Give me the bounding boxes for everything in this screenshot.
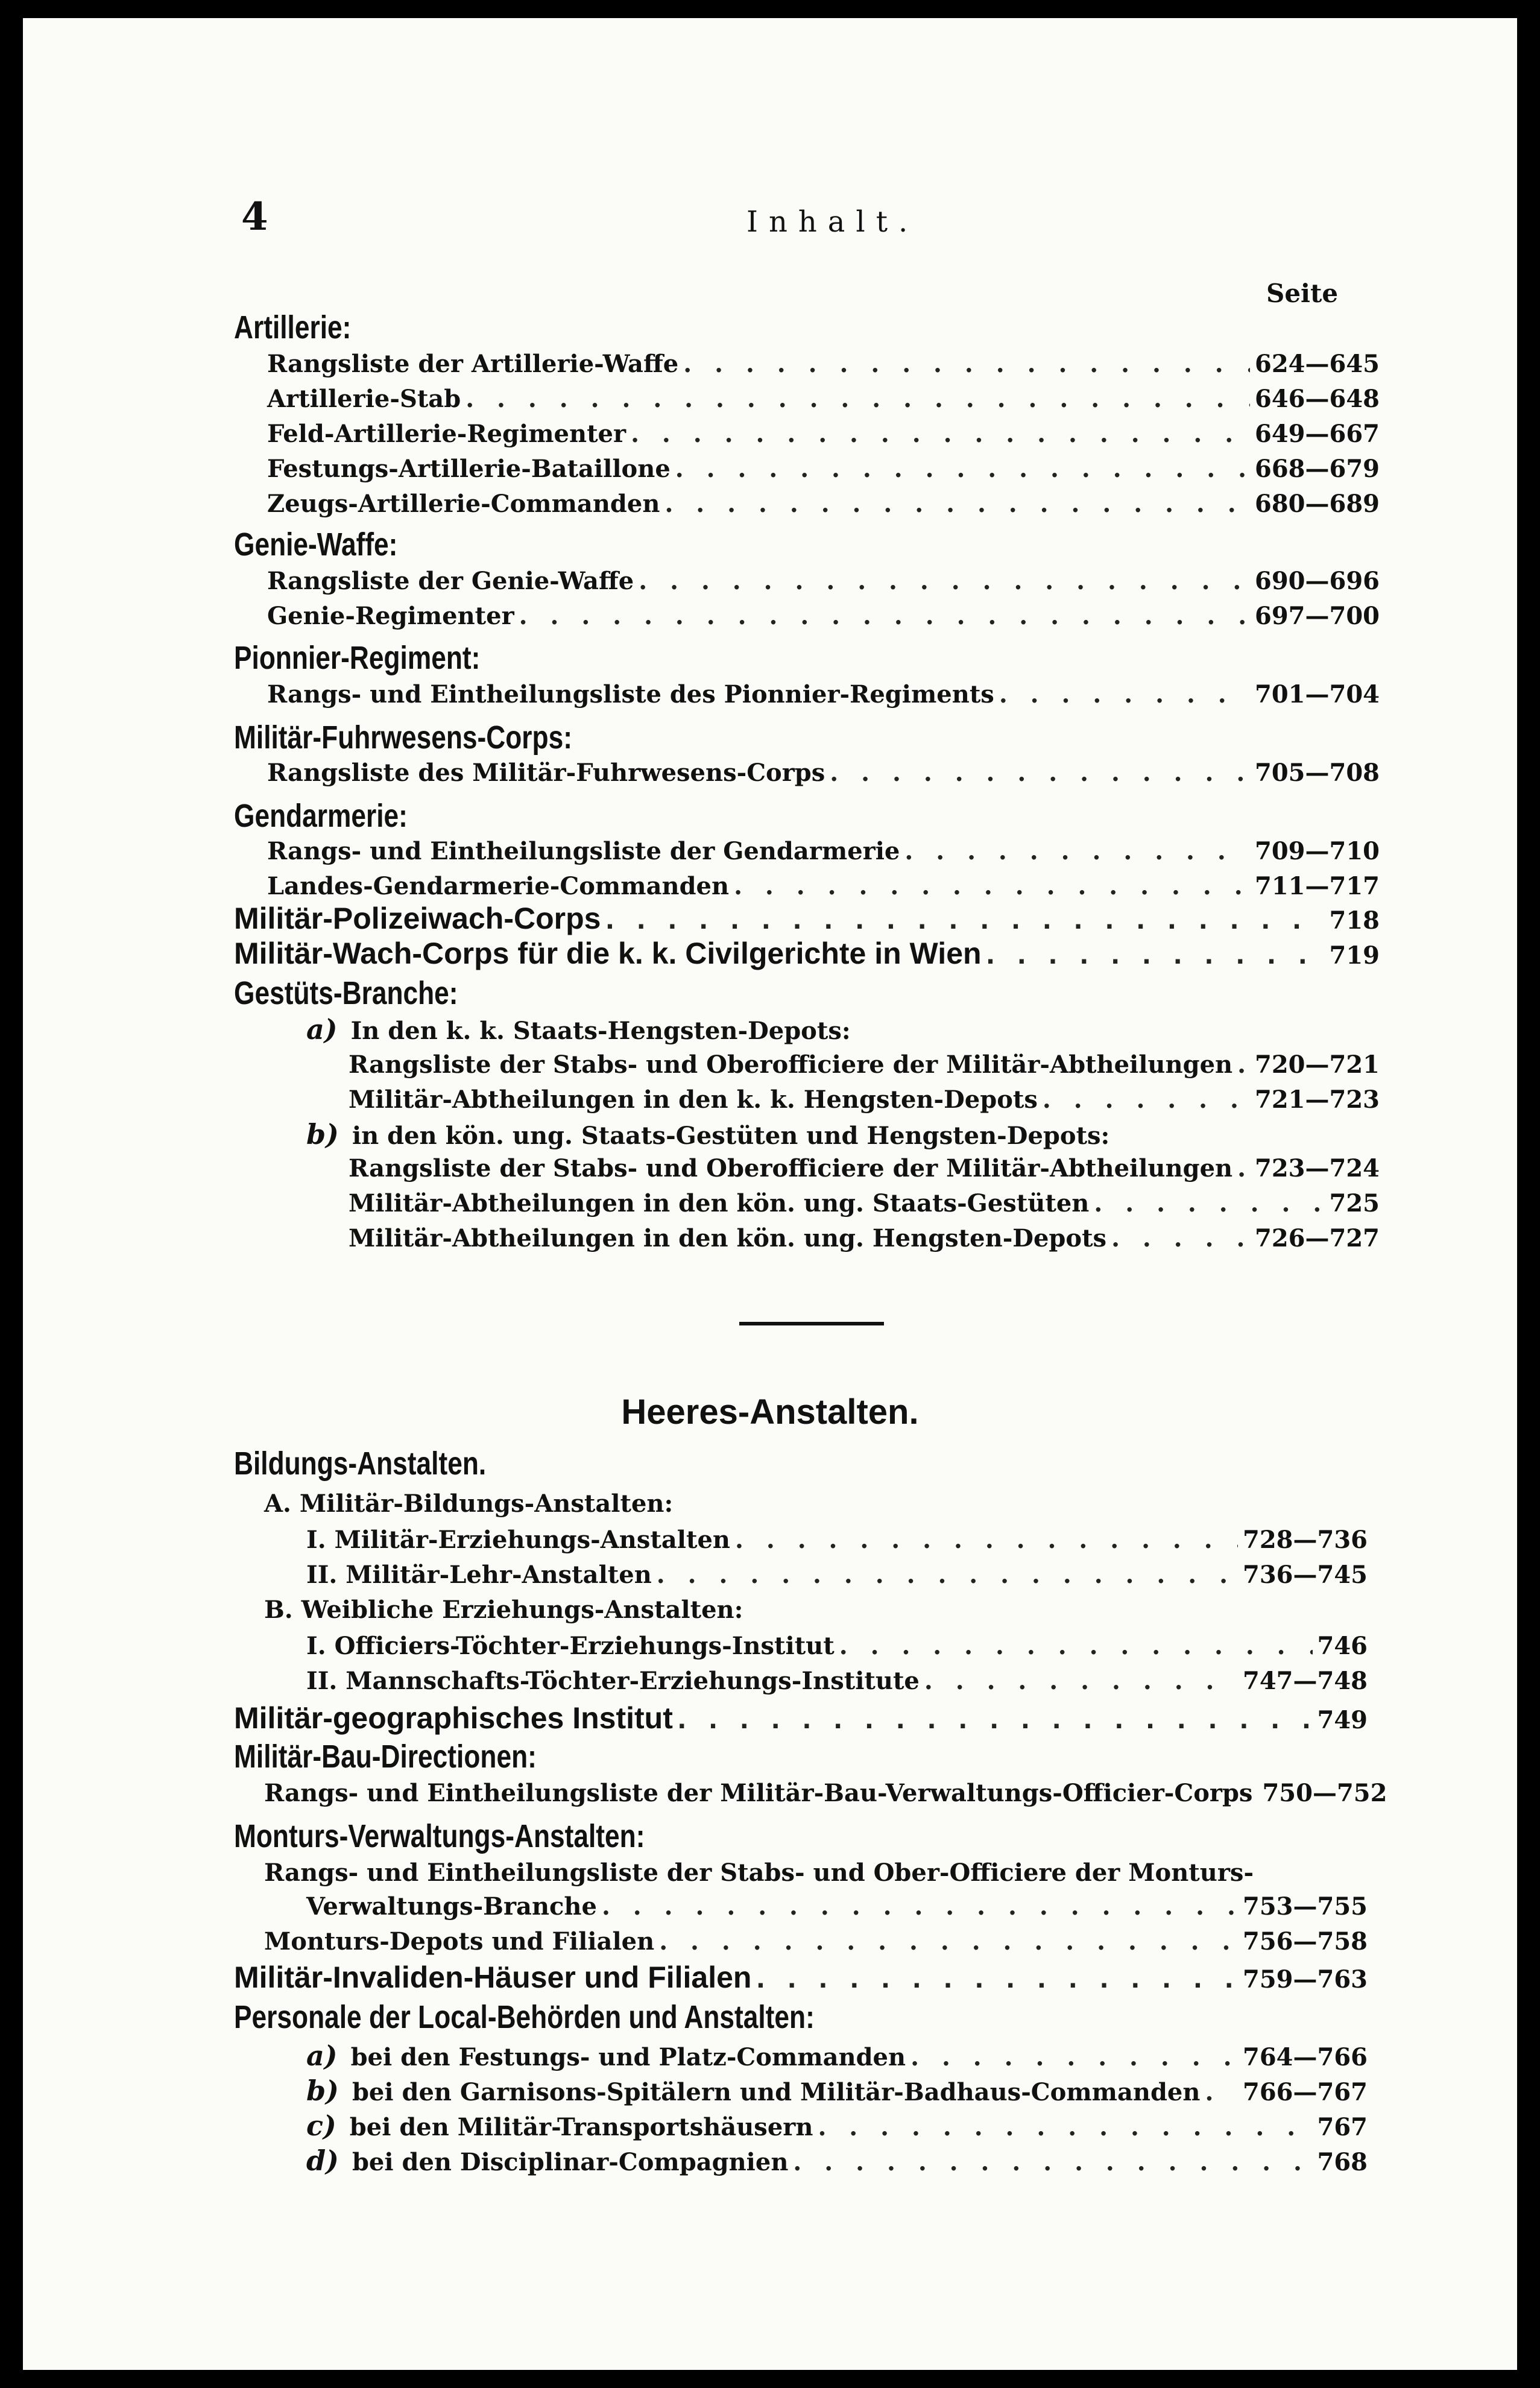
- entry-label: II. Militär-Lehr-Anstalten: [306, 1561, 652, 1589]
- dot-leader: [519, 602, 1250, 630]
- toc-entry: [267, 385, 1380, 420]
- entry-pages: 768: [1317, 2148, 1368, 2176]
- entry-label: Militär-Wach-Corps für die k. k. Civilgerichte in Wien: [234, 937, 982, 970]
- page-column-label: Seite: [1266, 279, 1339, 308]
- subsection-title-a: [306, 1013, 851, 1046]
- toc-entry: [267, 350, 1380, 385]
- entry-label: Rangs- und Eintheilungsliste der Gendarmerie: [267, 837, 900, 865]
- entry-pages: 649—667: [1255, 420, 1380, 448]
- dot-leader: [1043, 1085, 1250, 1114]
- entry-label: II. Mannschafts-Töchter-Erziehungs-Institute: [306, 1667, 920, 1695]
- toc-entry: [267, 837, 1380, 872]
- entry-marker: b): [306, 2074, 339, 2107]
- section-heading-bildung: Bildungs-Anstalten.: [234, 1445, 487, 1482]
- dot-leader: [678, 1701, 1313, 1736]
- toc-entry: [267, 455, 1380, 490]
- entry-pages: 646—648: [1255, 385, 1380, 413]
- toc-entry-major: [234, 901, 1380, 936]
- subsection-marker: a): [306, 1013, 338, 1046]
- entry-label: Rangsliste der Genie-Waffe: [267, 567, 634, 595]
- entry-label: I. Officiers-Töchter-Erziehungs-Institut: [306, 1632, 835, 1660]
- subsection-marker: b): [306, 1118, 339, 1151]
- toc-entry: [306, 1632, 1368, 1667]
- entry-label: bei den Garnisons-Spitälern und Militär-Badhaus-Commanden: [352, 2078, 1201, 2106]
- entry-pages: 767: [1317, 2113, 1368, 2141]
- dot-leader: [839, 1632, 1313, 1660]
- entry-pages: 719: [1329, 941, 1380, 970]
- toc-entry: [264, 1927, 1368, 1962]
- entry-pages: 697—700: [1255, 602, 1380, 630]
- entry-label: Rangsliste des Militär-Fuhrwesens-Corps: [267, 759, 825, 787]
- entry-pages: 723—724: [1255, 1154, 1380, 1183]
- part-title: Heeres-Anstalten.: [621, 1392, 919, 1432]
- toc-entry: [349, 1085, 1380, 1120]
- entry-label: Rangsliste der Stabs- und Oberofficiere der Militär-Abtheilungen: [349, 1154, 1233, 1183]
- toc-entry: [306, 1667, 1368, 1702]
- entry-pages: 747—748: [1243, 1667, 1368, 1695]
- toc-entry: [306, 2074, 1368, 2109]
- entry-pages: 624—645: [1255, 350, 1380, 378]
- dot-leader: [664, 490, 1250, 518]
- dot-leader: [639, 567, 1250, 595]
- entry-label: Militär-Abtheilungen in den k. k. Hengsten-Depots: [349, 1085, 1038, 1114]
- running-head: Inhalt.: [746, 205, 919, 239]
- entry-label: Rangsliste der Stabs- und Oberofficiere der Militär-Abtheilungen: [349, 1050, 1233, 1079]
- dot-leader: [465, 385, 1250, 413]
- entry-pages: 701—704: [1255, 680, 1380, 709]
- toc-entry: [349, 1154, 1380, 1189]
- entry-pages: 753—755: [1243, 1892, 1368, 1921]
- section-divider: [739, 1322, 884, 1325]
- entry-label: Rangs- und Eintheilungsliste des Pionnier-Regiments: [267, 680, 994, 709]
- entry-pages: 668—679: [1255, 455, 1380, 483]
- entry-label: Genie-Regimenter: [267, 602, 514, 630]
- entry-label: bei den Disciplinar-Compagnien: [352, 2148, 789, 2176]
- entry-pages: 766—767: [1243, 2078, 1368, 2106]
- dot-leader: [924, 1667, 1238, 1695]
- subsection-label: in den kön. ung. Staats-Gestüten und Hengsten-Depots:: [352, 1122, 1110, 1150]
- entry-label: Militär-Abtheilungen in den kön. ung. Hengsten-Depots: [349, 1224, 1107, 1252]
- entry-label: Monturs-Depots und Filialen: [264, 1927, 655, 1956]
- entry-label: Rangs- und Eintheilungsliste der Militär-Bau-Verwaltungs-Officier-Corps: [264, 1779, 1253, 1807]
- dot-leader: [657, 1561, 1238, 1589]
- entry-label: I. Militär-Erziehungs-Anstalten: [306, 1526, 730, 1554]
- toc-entry: [267, 680, 1380, 715]
- entry-pages: 764—766: [1243, 2043, 1368, 2071]
- entry-marker: c): [306, 2109, 336, 2142]
- dot-leader: [735, 1526, 1238, 1554]
- entry-label: Festungs-Artillerie-Bataillone: [267, 455, 671, 483]
- entry-label: Landes-Gendarmerie-Commanden: [267, 872, 730, 900]
- dot-leader: [1237, 1154, 1250, 1183]
- toc-entry: [306, 1526, 1368, 1561]
- toc-entry: [267, 420, 1380, 455]
- entry-label: Rangsliste der Artillerie-Waffe: [267, 350, 679, 378]
- toc-entry: [306, 2109, 1368, 2144]
- subsection-title-B: B. Weibliche Erziehungs-Anstalten:: [264, 1596, 743, 1624]
- entry-pages: 718: [1329, 906, 1380, 935]
- dot-leader: [675, 455, 1250, 483]
- dot-leader: [999, 680, 1250, 709]
- entry-pages: 756—758: [1243, 1927, 1368, 1956]
- section-heading-bau: Militär-Bau-Directionen:: [234, 1739, 537, 1775]
- entry-pages: 749: [1317, 1706, 1368, 1734]
- section-heading-personale: Personale der Local-Behörden und Anstalten:: [234, 1999, 815, 2035]
- dot-leader: [683, 350, 1250, 378]
- section-heading-gendarmerie: Gendarmerie:: [234, 798, 408, 834]
- entry-pages: 709—710: [1255, 837, 1380, 865]
- entry-label: Verwaltungs-Branche: [306, 1892, 597, 1921]
- dot-leader: [910, 2043, 1238, 2071]
- toc-entry-major: [234, 1701, 1368, 1736]
- dot-leader: [1205, 2078, 1238, 2106]
- entry-label: Zeugs-Artillerie-Commanden: [267, 490, 660, 518]
- entry-label: Militär-geographisches Institut: [234, 1701, 673, 1735]
- entry-label: Feld-Artillerie-Regimenter: [267, 420, 626, 448]
- entry-label: bei den Militär-Transportshäusern: [349, 2113, 813, 2141]
- dot-leader: [659, 1927, 1238, 1956]
- dot-leader: [904, 837, 1250, 865]
- dot-leader: [756, 1960, 1238, 1995]
- entry-pages: 711—717: [1255, 872, 1380, 900]
- entry-marker: a): [306, 2039, 338, 2072]
- dot-leader: [986, 936, 1325, 971]
- book-page: [23, 18, 1517, 2370]
- entry-marker: d): [306, 2144, 339, 2177]
- toc-entry: [349, 1050, 1380, 1085]
- entry-pages: 759—763: [1243, 1965, 1368, 1994]
- entry-pages: 726—727: [1255, 1224, 1380, 1252]
- toc-entry: [306, 2144, 1368, 2179]
- entry-label: Militär-Invaliden-Häuser und Filialen: [234, 1960, 752, 1994]
- toc-entry: [349, 1189, 1380, 1224]
- section-heading-pionnier: Pionnier-Regiment:: [234, 640, 481, 676]
- entry-pages: 720—721: [1255, 1050, 1380, 1079]
- dot-leader: [818, 2113, 1312, 2141]
- toc-entry: [306, 1561, 1368, 1596]
- entry-label: Militär-Abtheilungen in den kön. ung. Staats-Gestüten: [349, 1189, 1090, 1218]
- entry-pages: 750—752: [1262, 1779, 1387, 1807]
- dot-leader: [793, 2148, 1312, 2176]
- section-heading-monturs: Monturs-Verwaltungs-Anstalten:: [234, 1818, 645, 1854]
- entry-pages: 690—696: [1255, 567, 1380, 595]
- toc-entry: [264, 1779, 1387, 1814]
- dot-leader: [631, 420, 1250, 448]
- dot-leader: [734, 872, 1250, 900]
- section-heading-genie: Genie-Waffe:: [234, 526, 398, 563]
- entry-pages: 680—689: [1255, 490, 1380, 518]
- toc-entry: [267, 490, 1380, 525]
- dot-leader: [1237, 1050, 1250, 1079]
- entry-pages: 736—745: [1243, 1561, 1368, 1589]
- dot-leader: [1111, 1224, 1250, 1252]
- dot-leader: [830, 759, 1250, 787]
- entry-pages: 725: [1329, 1189, 1380, 1218]
- entry-label: Artillerie-Stab: [267, 385, 461, 413]
- entry-pages: 721—723: [1255, 1085, 1380, 1114]
- entry-pages: 728—736: [1243, 1526, 1368, 1554]
- section-heading-artillerie: Artillerie:: [234, 309, 352, 346]
- dot-leader: [605, 901, 1324, 936]
- page-number: 4: [241, 194, 268, 239]
- toc-entry: [267, 602, 1380, 637]
- section-heading-fuhrwesen: Militär-Fuhrwesens-Corps:: [234, 719, 572, 756]
- subsection-label: In den k. k. Staats-Hengsten-Depots:: [350, 1017, 851, 1045]
- toc-entry-major: [234, 1960, 1368, 1995]
- subsection-title-b: [306, 1118, 1109, 1151]
- section-heading-gestuets: Gestüts-Branche:: [234, 975, 458, 1011]
- entry-pages: 746: [1317, 1632, 1368, 1660]
- toc-entry: [306, 1892, 1368, 1927]
- toc-entry: [306, 2039, 1368, 2074]
- entry-label: bei den Festungs- und Platz-Commanden: [350, 2043, 906, 2071]
- subsection-title-A: A. Militär-Bildungs-Anstalten:: [264, 1489, 674, 1518]
- toc-entry: [349, 1224, 1380, 1259]
- toc-entry: [267, 759, 1380, 794]
- toc-entry: [267, 567, 1380, 602]
- toc-entry-major: [234, 936, 1380, 971]
- entry-first-line: Rangs- und Eintheilungsliste der Stabs- und Ober-Officiere der Monturs-: [264, 1859, 1254, 1887]
- dot-leader: [602, 1892, 1238, 1921]
- entry-label: Militär-Polizeiwach-Corps: [234, 902, 601, 935]
- dot-leader: [1094, 1189, 1324, 1218]
- entry-pages: 705—708: [1255, 759, 1380, 787]
